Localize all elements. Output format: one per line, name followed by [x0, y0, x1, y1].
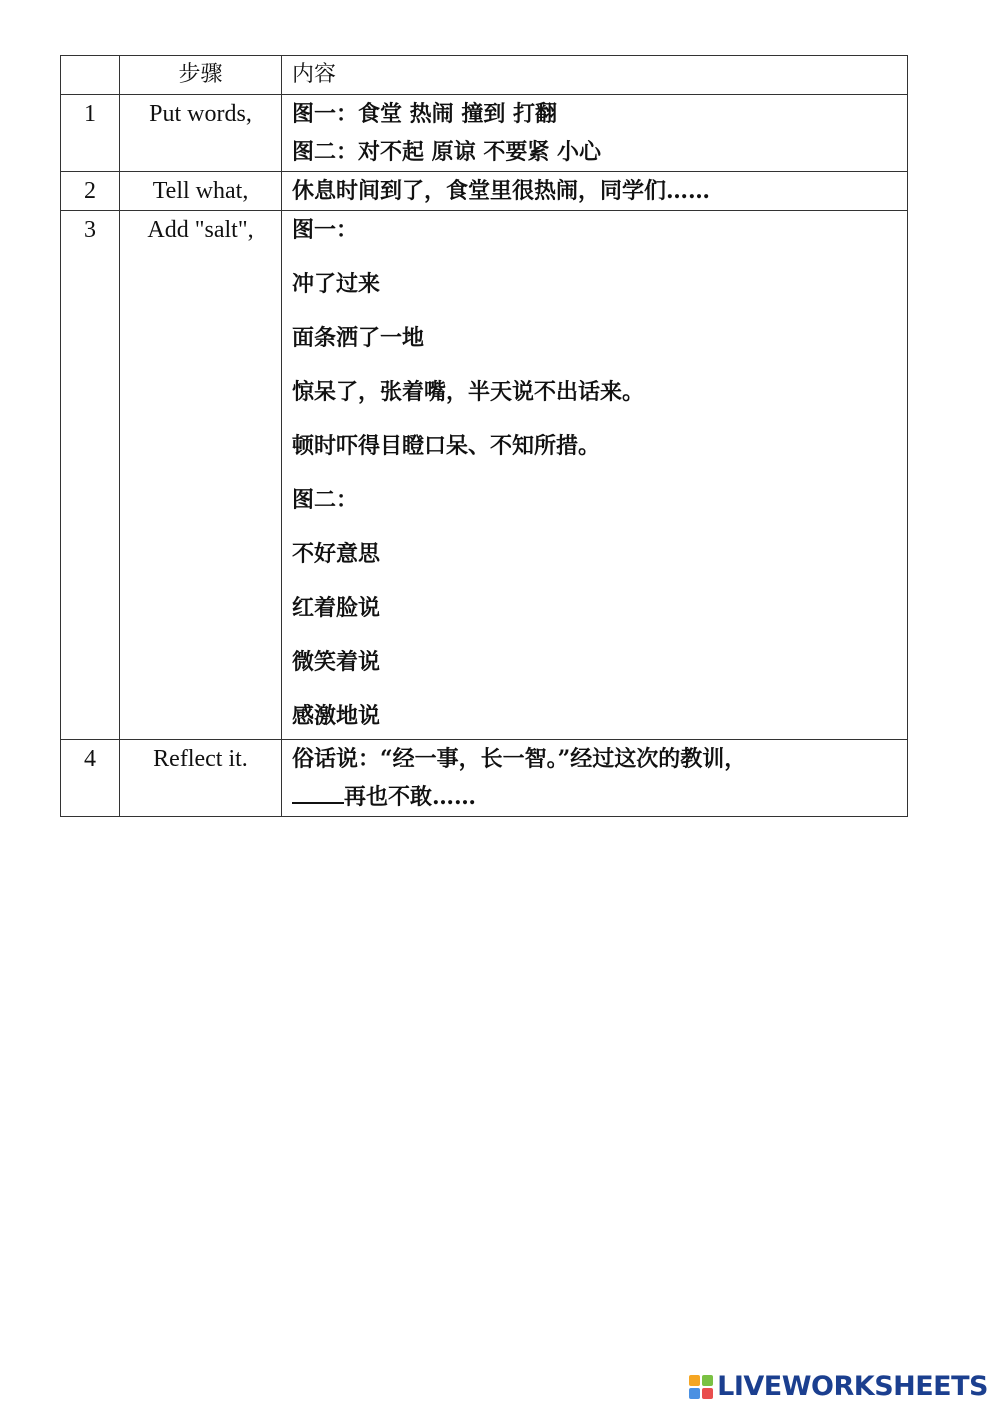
content-line: 微笑着说 — [292, 649, 381, 675]
row-content — [282, 211, 908, 740]
logo-block — [702, 1388, 713, 1399]
logo-text: LIVEWORKSHEETS — [717, 1371, 988, 1402]
table-header-row — [61, 56, 908, 95]
row-number: 2 — [61, 172, 120, 211]
content-line: 面条洒了一地 — [292, 325, 425, 351]
row-step: Tell what, — [120, 172, 282, 211]
content-line: 惊呆了，张着嘴，半天说不出话来。 — [292, 379, 645, 405]
logo-blocks-icon — [689, 1375, 713, 1399]
steps-table — [60, 55, 908, 817]
row-content — [282, 95, 908, 172]
content-line-text: 再也不敢…… — [344, 784, 477, 810]
content-line: 俗话说：“经一事，长一智。”经过这次的教训， — [292, 746, 747, 772]
content-line: 冲了过来 — [292, 271, 381, 297]
content-line: 顿时吓得目瞪口呆、不知所措。 — [292, 433, 601, 459]
table-row — [61, 172, 908, 211]
content-line: 感激地说 — [292, 703, 381, 729]
content-line: 休息时间到了，食堂里很热闹，同学们…… — [292, 178, 711, 204]
content-line: 图二：对不起 原谅 不要紧 小心 — [292, 139, 601, 165]
row-number: 4 — [61, 740, 120, 817]
logo-block — [689, 1388, 700, 1399]
row-step: Reflect it. — [120, 740, 282, 817]
row-content — [282, 172, 908, 211]
fill-in-blank[interactable] — [292, 780, 344, 804]
row-content — [282, 740, 908, 817]
row-step: Add "salt", — [120, 211, 282, 740]
row-step: Put words, — [120, 95, 282, 172]
content-line: 图一：食堂 热闹 撞到 打翻 — [292, 101, 557, 127]
header-number-cell — [61, 56, 120, 95]
row-number: 3 — [61, 211, 120, 740]
header-content-cell: 内容 — [282, 56, 908, 95]
liveworksheets-logo — [689, 1371, 988, 1402]
table-row — [61, 211, 908, 740]
content-line: 图一： — [292, 217, 359, 243]
content-line-with-blank — [292, 778, 907, 816]
table-row — [61, 740, 908, 817]
content-line: 红着脸说 — [292, 595, 381, 621]
table-row — [61, 95, 908, 172]
content-line: 图二： — [292, 487, 359, 513]
row-number: 1 — [61, 95, 120, 172]
logo-block — [689, 1375, 700, 1386]
content-line: 不好意思 — [292, 541, 381, 567]
header-step-cell: 步骤 — [120, 56, 282, 95]
logo-block — [702, 1375, 713, 1386]
